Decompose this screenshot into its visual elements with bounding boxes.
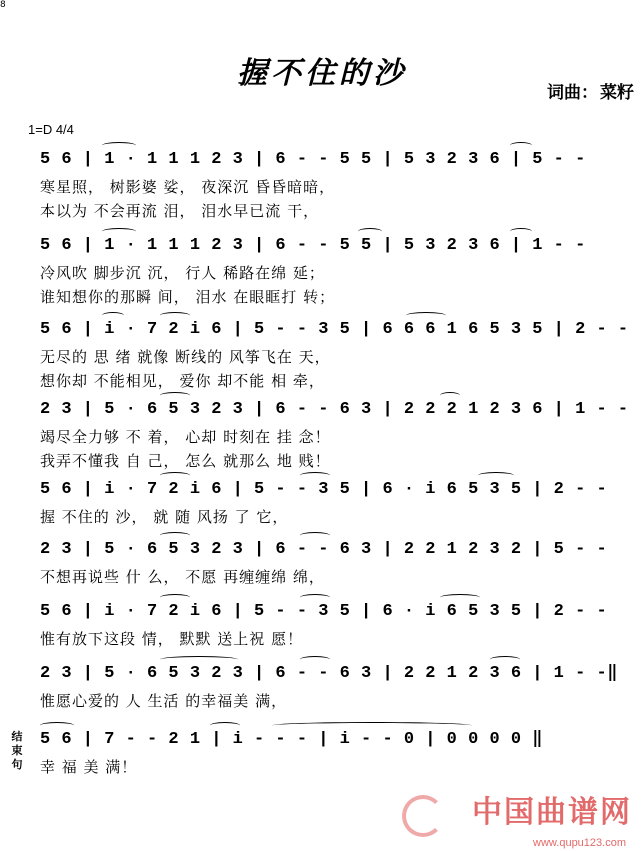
lyric-line-2: 想你却 不能相见， 爱你 却不能 相 牵， — [40, 372, 325, 390]
lyric-line-1: 惟有放下这段 情， 默默 送上祝 愿！ — [40, 630, 304, 648]
lyric-line-1: 竭尽全力够 不 着， 心却 时刻在 挂 念！ — [40, 428, 331, 446]
lyric-line-1: 惟愿心爱的 人 生活 的幸福美 满， — [40, 692, 288, 710]
credit — [545, 78, 634, 103]
watermark-text: 中国曲谱网 — [472, 795, 632, 830]
notes-line: 5 6 | 7 - - 2 1 | i - - - | i - - 0 | 0 0 0 0 ‖ — [40, 730, 544, 749]
notes-line: 2 3 | 5 · 6 5 3 2 3 | 6 - - 6 3 | 2 2 1 2 3 2 | 5 - - — [40, 540, 608, 559]
lyric-line-1: 幸 福 美 满！ — [40, 758, 138, 776]
notes-line: 5 6 | 1 · 1 1 1 2 3 | 6 - - 5 5 | 5 3 2 3 6 | 5 - - — [40, 150, 586, 169]
lyric-line-1: 无尽的 思 绪 就像 断线的 风筝飞在 天， — [40, 348, 331, 366]
lyric-line-1: 冷风吹 脚步沉 沉， 行人 稀路在绵 延； — [40, 264, 325, 282]
notes-line: 5 6 | 1 · 1 1 1 2 3 | 6 - - 5 5 | 5 3 2 3 6 | 1 - - — [40, 236, 586, 255]
lyric-line-1: 寒星照， 树影婆 娑， 夜深沉 昏昏暗暗， — [40, 178, 336, 196]
corner-mark: 8 — [0, 0, 6, 10]
song-title: 握不住的沙 — [237, 56, 407, 91]
credit-label: 词曲： — [547, 83, 598, 103]
notes-line: 5 6 | i · 7 2 i 6 | 5 - - 3 5 | 6 6 6 1 6 5 3 5 | 2 - - — [40, 320, 629, 339]
key-signature: 1=D 4/4 — [28, 122, 74, 137]
notes-line: 5 6 | i · 7 2 i 6 | 5 - - 3 5 | 6 · i 6 5 3 5 | 2 - - — [40, 480, 608, 499]
lyric-line-2: 本以为 不会再流 泪， 泪水早已流 干， — [40, 202, 320, 220]
lyric-line-2: 谁知想你的那瞬 间， 泪水 在眼眶打 转； — [40, 288, 336, 306]
watermark-logo-icon — [402, 795, 444, 837]
lyric-line-1: 不想再说些 什 么， 不愿 再缠缠绵 绵， — [40, 568, 325, 586]
notes-line: 5 6 | i · 7 2 i 6 | 5 - - 3 5 | 6 · i 6 5 3 5 | 2 - - — [40, 602, 608, 621]
lyric-line-2: 我弄不懂我 自 己， 怎么 就那么 地 贱！ — [40, 452, 331, 470]
watermark-url: www.qupu123.com — [533, 837, 626, 849]
notes-line: 2 3 | 5 · 6 5 3 2 3 | 6 - - 6 3 | 2 2 2 1 2 3 6 | 1 - - — [40, 400, 629, 419]
lyric-line-1: 握 不住的 沙， 就 随 风扬 了 它， — [40, 508, 289, 526]
ending-label: 结束句 — [11, 730, 23, 771]
credit-name: 菜籽 — [600, 83, 634, 103]
notes-line: 2 3 | 5 · 6 5 3 2 3 | 6 - - 6 3 | 2 2 1 2 3 6 | 1 - -‖ — [40, 664, 618, 683]
